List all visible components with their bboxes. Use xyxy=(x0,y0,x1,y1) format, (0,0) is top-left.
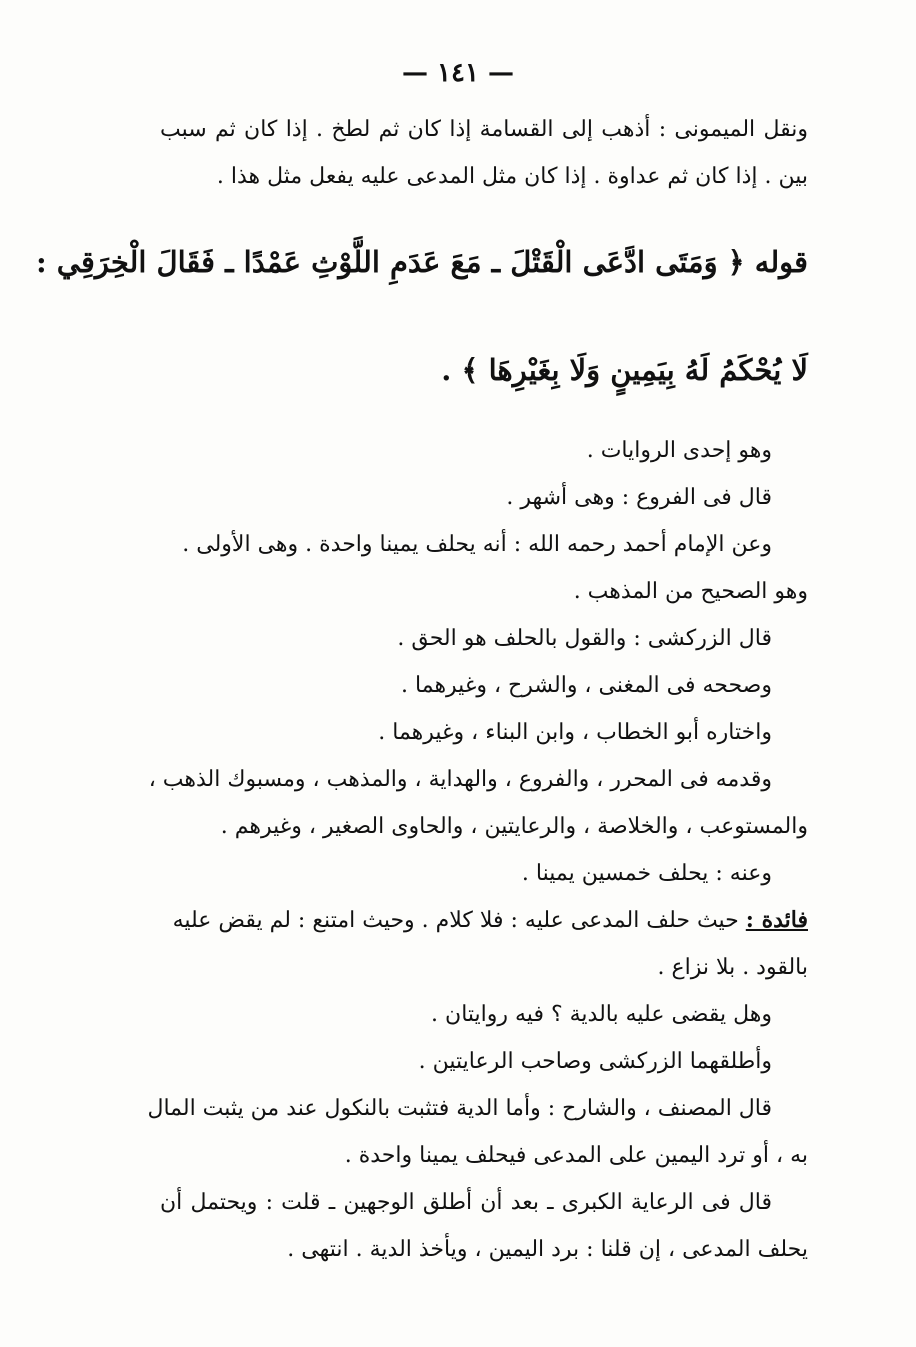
text-line-1: ونقل الميمونى : أذهب إلى القسامة إذا كان ثم لطخ . إذا كان ثم سبب xyxy=(160,117,808,142)
text-line-14: وعنه : يحلف خمسين يمينا . xyxy=(521,861,772,886)
text-line-7: وعن الإمام أحمد رحمه الله : أنه يحلف يمينا واحدة . وهى الأولى . xyxy=(182,532,772,557)
page-number: — ١٤١ — xyxy=(401,58,515,88)
text-line-10: وصححه فى المغنى ، والشرح ، وغيرهما . xyxy=(401,673,772,698)
text-line-22: يحلف المدعى ، إن قلنا : برد اليمين ، ويأخذ الدية . انتهى . xyxy=(287,1237,808,1262)
text-line-5: وهو إحدى الروايات . xyxy=(586,438,772,463)
text-line-9: قال الزركشى : والقول بالحلف هو الحق . xyxy=(397,626,772,651)
text-line-8: وهو الصحيح من المذهب . xyxy=(573,579,808,604)
quote-line-2: لَا يُحْكَمُ لَهُ بِيَمِينٍ وَلَا بِغَيْرِهَا ﴾ . xyxy=(441,353,808,387)
text-line-11: واختاره أبو الخطاب ، وابن البناء ، وغيرهما . xyxy=(378,720,772,745)
text-line-19: قال المصنف ، والشارح : وأما الدية فتثبت بالنكول عند من يثبت المال xyxy=(147,1096,772,1121)
quote-line-1: قوله ﴿ وَمَتَى ادَّعَى الْقَتْلَ ـ مَعَ عَدَمِ اللَّوْثِ عَمْدًا ـ فَقَالَ الْخِرَقِي : xyxy=(35,245,808,279)
text-line-18: وأطلقهما الزركشى وصاحب الرعايتين . xyxy=(418,1049,772,1074)
fayda-label: فائدة : xyxy=(745,907,808,933)
text-line-13: والمستوعب ، والخلاصة ، والرعايتين ، والحاوى الصغير ، وغيرهم . xyxy=(220,814,808,839)
text-line-17: وهل يقضى عليه بالدية ؟ فيه روايتان . xyxy=(431,1002,772,1027)
fayda-line xyxy=(160,909,808,932)
text-line-15: حيث حلف المدعى عليه : فلا كلام . وحيث امتنع : لم يقض عليه xyxy=(172,908,739,933)
text-line-16: بالقود . بلا نزاع . xyxy=(657,955,808,980)
text-line-6: قال فى الفروع : وهى أشهر . xyxy=(506,485,772,510)
text-line-12: وقدمه فى المحرر ، والفروع ، والهداية ، والمذهب ، ومسبوك الذهب ، xyxy=(148,767,772,792)
page-body xyxy=(35,117,808,1262)
text-line-20: به ، أو ترد اليمين على المدعى فيحلف يمينا واحدة . xyxy=(344,1143,808,1168)
text-line-21: قال فى الرعاية الكبرى ـ بعد أن أطلق الوجهين ـ قلت : ويحتمل أن xyxy=(160,1190,772,1215)
text-line-2: بين . إذا كان ثم عداوة . إذا كان مثل المدعى عليه يفعل مثل هذا . xyxy=(216,164,808,189)
